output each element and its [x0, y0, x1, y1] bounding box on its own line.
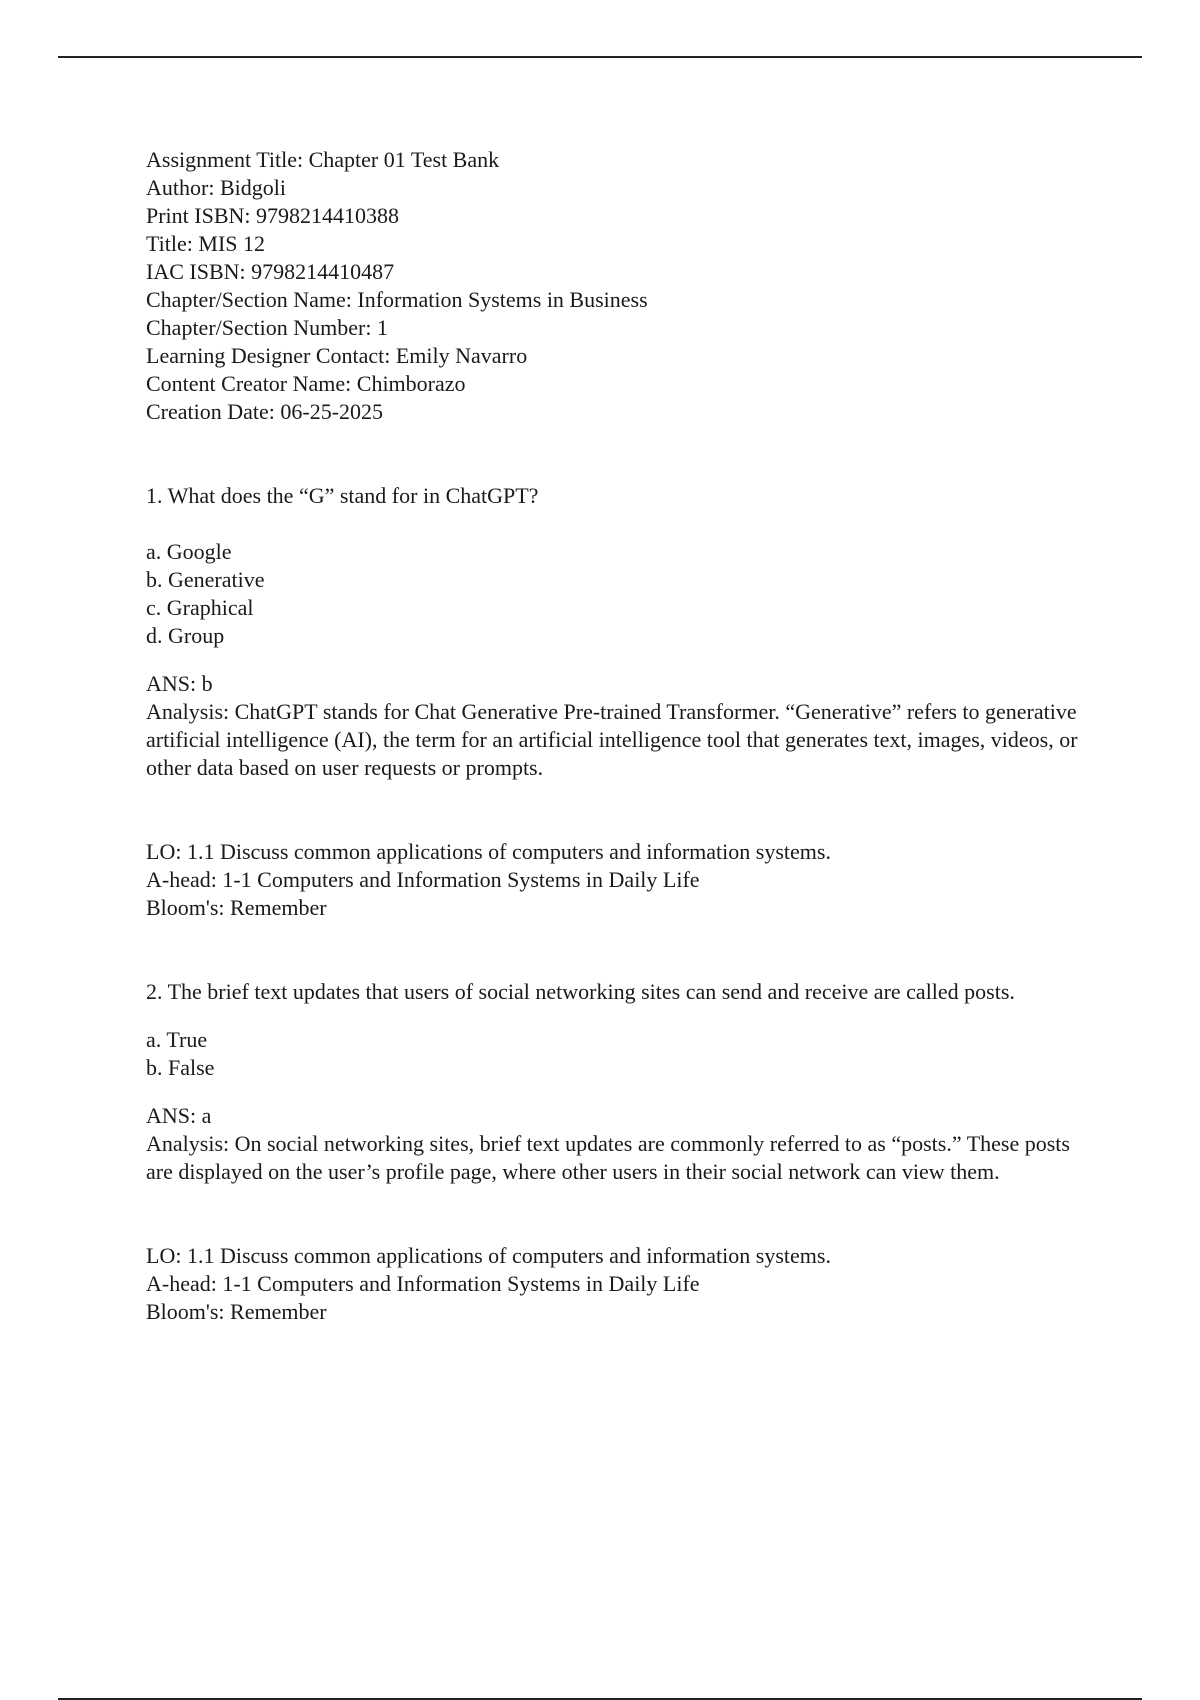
content-creator-name: Content Creator Name: Chimborazo	[146, 371, 466, 396]
option-a: a. Google	[146, 539, 232, 564]
assignment-title: Assignment Title: Chapter 01 Test Bank	[146, 147, 500, 172]
option-b: b. Generative	[146, 567, 265, 592]
learning-objective: LO: 1.1 Discuss common applications of computers and information systems.	[146, 1243, 831, 1268]
option-b: b. False	[146, 1055, 215, 1080]
document-page	[146, 146, 1086, 1326]
answer: ANS: a	[146, 1103, 212, 1128]
analysis: Analysis: ChatGPT stands for Chat Generative Pre-trained Transformer. “Generative” refers to generative artificial intelligence (AI), the term for an artificial intelligence tool that generates text, images, videos, or other data based on user requests or prompts.	[146, 699, 1078, 780]
blooms-level: Bloom's: Remember	[146, 895, 327, 920]
a-head: A-head: 1-1 Computers and Information Systems in Daily Life	[146, 1271, 700, 1296]
question-1	[146, 482, 1086, 922]
document-header	[146, 146, 1086, 426]
analysis: Analysis: On social networking sites, brief text updates are commonly referred to as “posts.” These posts are displayed on the user’s profile page, where other users in their social network can view them.	[146, 1131, 1070, 1184]
iac-isbn: IAC ISBN: 9798214410487	[146, 259, 395, 284]
book-title: Title: MIS 12	[146, 231, 266, 256]
learning-objective: LO: 1.1 Discuss common applications of computers and information systems.	[146, 839, 831, 864]
blooms-level: Bloom's: Remember	[146, 1299, 327, 1324]
option-c: c. Graphical	[146, 595, 254, 620]
chapter-section-number: Chapter/Section Number: 1	[146, 315, 388, 340]
creation-date: Creation Date: 06-25-2025	[146, 399, 384, 424]
top-rule	[58, 56, 1142, 58]
a-head: A-head: 1-1 Computers and Information Systems in Daily Life	[146, 867, 700, 892]
chapter-section-name: Chapter/Section Name: Information Systems in Business	[146, 287, 648, 312]
learning-designer-contact: Learning Designer Contact: Emily Navarro	[146, 343, 528, 368]
answer: ANS: b	[146, 671, 213, 696]
option-a: a. True	[146, 1027, 208, 1052]
author: Author: Bidgoli	[146, 175, 286, 200]
question-stem: 1. What does the “G” stand for in ChatGPT?	[146, 483, 539, 508]
option-d: d. Group	[146, 623, 225, 648]
print-isbn: Print ISBN: 9798214410388	[146, 203, 400, 228]
question-stem: 2. The brief text updates that users of social networking sites can send and receive are called posts.	[146, 979, 1015, 1004]
question-2	[146, 978, 1086, 1326]
